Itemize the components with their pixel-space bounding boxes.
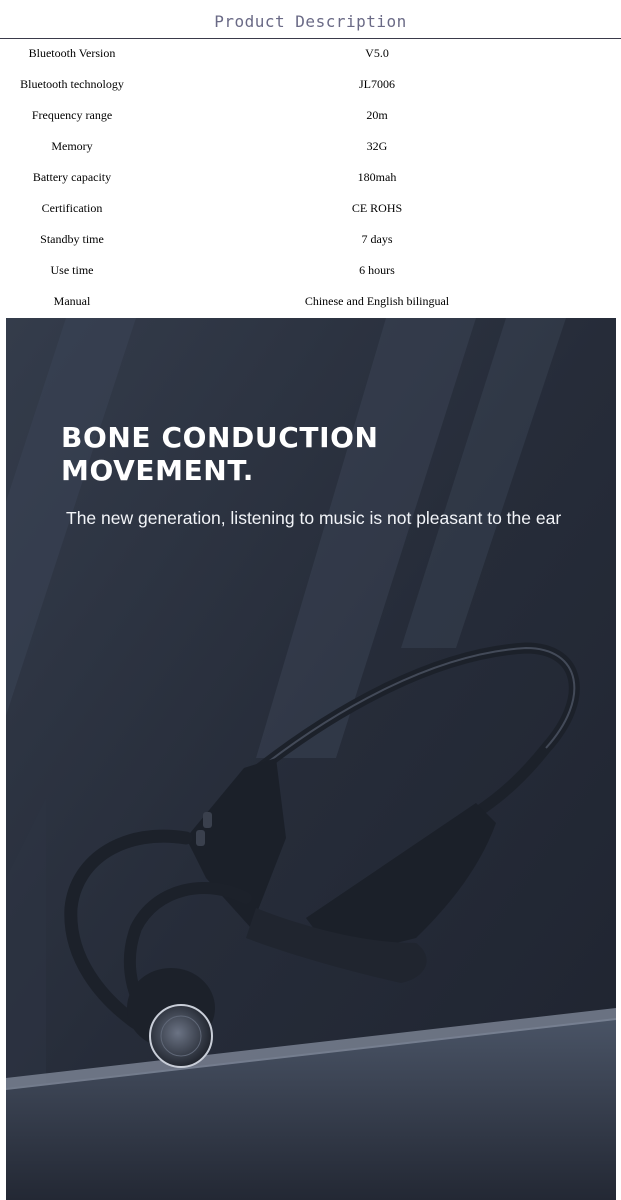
spec-value: JL7006 [359, 77, 395, 91]
spec-value: 7 days [361, 232, 393, 246]
spec-label: Battery capacity [32, 170, 112, 184]
spec-label: Bluetooth Version [28, 46, 116, 60]
spec-table [6, 38, 616, 317]
spec-label: Certification [41, 201, 103, 215]
spec-value: 180mah [357, 170, 397, 184]
spec-label: Bluetooth technology [20, 77, 124, 91]
spec-row [6, 162, 616, 193]
spec-row [6, 193, 616, 224]
hero-title-line1: BONE CONDUCTION [61, 421, 379, 454]
volume-down-button-icon [196, 830, 205, 846]
spec-value: CE ROHS [351, 201, 403, 215]
spec-label: Memory [51, 139, 93, 153]
spec-row [6, 38, 616, 69]
spec-row [6, 286, 616, 317]
hero-subtitle: The new generation, listening to music is not pleasant to the ear [66, 508, 562, 528]
spec-label: Frequency range [31, 108, 113, 122]
spec-value: 32G [366, 139, 388, 153]
spec-label: Manual [53, 294, 91, 308]
spec-row [6, 224, 616, 255]
spec-label: Standby time [40, 232, 104, 246]
spec-header [0, 0, 621, 39]
hero-banner [6, 318, 616, 1200]
spec-value: V5.0 [365, 46, 389, 60]
hero-title-line2: MOVEMENT. [61, 454, 255, 487]
spec-row [6, 131, 616, 162]
volume-up-button-icon [203, 812, 212, 828]
spec-row [6, 100, 616, 131]
ear-pad-icon [150, 1005, 212, 1067]
spec-title: Product Description [214, 12, 407, 31]
spec-label: Use time [50, 263, 94, 277]
spec-value: 6 hours [359, 263, 395, 277]
spec-row [6, 255, 616, 286]
spec-value: 20m [366, 108, 388, 122]
spec-value: Chinese and English bilingual [304, 294, 450, 308]
hero-title [61, 421, 379, 487]
spec-row [6, 69, 616, 100]
